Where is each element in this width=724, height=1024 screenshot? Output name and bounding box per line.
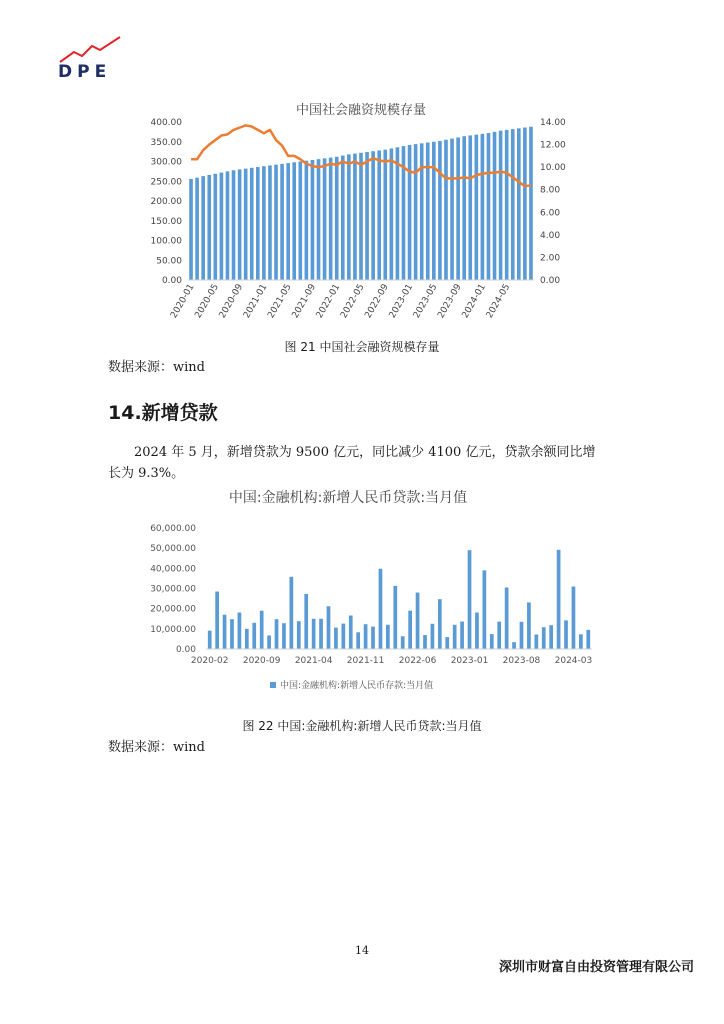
bar [207, 175, 211, 280]
company-name: 深圳市财富自由投资管理有限公司 [498, 960, 694, 975]
bar [341, 624, 345, 649]
bar [511, 129, 515, 280]
bar [232, 170, 236, 280]
bar [250, 168, 254, 280]
bar [438, 599, 442, 649]
bar [349, 616, 353, 649]
x-axis-tick: 2024-03 [554, 656, 593, 666]
bar [468, 550, 472, 649]
right-axis-tick: 6.00 [540, 208, 561, 219]
bar [341, 156, 345, 280]
bar [423, 635, 427, 649]
bar [244, 169, 248, 280]
figure22-caption: 图 22 中国:金融机构:新增人民币贷款:当月值 [242, 719, 482, 733]
bar [215, 592, 219, 649]
bar [201, 176, 205, 280]
bar [499, 131, 503, 280]
bar [223, 615, 227, 649]
bar [213, 174, 217, 280]
bar [557, 550, 561, 649]
bar [371, 627, 375, 649]
bar [456, 137, 460, 280]
bar [347, 154, 351, 280]
bar [444, 140, 448, 280]
bar [393, 586, 397, 649]
bar [481, 134, 485, 280]
x-axis-tick: 2021-04 [294, 656, 333, 666]
bar [245, 629, 249, 649]
bar [356, 632, 360, 649]
bar [450, 139, 454, 280]
bar [189, 179, 193, 280]
bar [390, 148, 394, 280]
bar [195, 178, 199, 280]
x-axis-tick: 2023-05 [411, 282, 440, 321]
bar [220, 173, 224, 280]
left-axis-tick: 50.00 [156, 256, 182, 267]
y-axis-tick: 50,000.00 [150, 544, 196, 555]
bar [542, 627, 546, 649]
bar [319, 619, 323, 649]
bar [579, 634, 583, 649]
chart1-title: 中国社会融资规模存量 [295, 103, 427, 118]
bar [286, 163, 290, 280]
x-axis-tick: 2021-05 [266, 282, 294, 321]
x-axis-tick: 2022-05 [339, 282, 367, 321]
bar [365, 152, 369, 280]
bar [420, 143, 424, 280]
bar [262, 166, 266, 280]
bar [226, 171, 230, 280]
chart2-title: 中国:金融机构:新增人民币贷款:当月值 [228, 490, 468, 506]
y-axis-tick: 60,000.00 [150, 524, 196, 534]
bar [416, 593, 420, 649]
bar [305, 161, 309, 280]
x-axis-tick: 2023-01 [450, 656, 489, 666]
y-axis-tick: 10,000.00 [150, 624, 196, 635]
bar [364, 624, 368, 649]
bar [359, 153, 363, 280]
x-axis-tick: 2023-09 [436, 282, 464, 321]
left-axis-tick: 100.00 [150, 236, 182, 247]
bar [475, 135, 479, 280]
bar [238, 613, 242, 650]
bar [268, 165, 272, 280]
bar [267, 635, 271, 649]
bar [462, 136, 466, 280]
x-axis-tick: 2024-01 [460, 282, 488, 321]
bar [426, 143, 430, 280]
left-axis-tick: 400.00 [150, 118, 182, 128]
bar [298, 162, 302, 281]
bar [379, 569, 383, 649]
bar [520, 622, 524, 649]
bar [304, 594, 308, 649]
bar [517, 128, 521, 280]
bar [274, 165, 278, 280]
bar [208, 631, 212, 649]
right-axis-tick: 12.00 [540, 140, 566, 151]
figure21-source: 数据来源：wind [108, 360, 205, 375]
bar [311, 160, 315, 280]
bar [260, 611, 264, 649]
x-axis-tick: 2022-09 [363, 282, 391, 321]
bar [534, 634, 538, 649]
x-axis-tick: 2020-09 [242, 656, 281, 666]
bar [490, 634, 494, 649]
x-axis-tick: 2023-01 [387, 282, 416, 321]
y-axis-tick: 40,000.00 [150, 564, 196, 575]
bar [529, 127, 533, 280]
right-axis-tick: 8.00 [540, 185, 561, 196]
dpe-logo-text: DPE [58, 62, 112, 82]
bar [512, 642, 516, 649]
bar [334, 628, 338, 649]
bar [327, 606, 331, 649]
bar [292, 162, 296, 280]
bar [572, 586, 576, 649]
left-axis-tick: 250.00 [150, 177, 182, 188]
y-axis-tick: 30,000.00 [150, 584, 196, 595]
left-axis-tick: 150.00 [150, 216, 182, 227]
bar [323, 158, 327, 280]
bar [408, 611, 412, 649]
bar [297, 621, 301, 649]
right-axis-tick: 2.00 [540, 253, 561, 264]
bar [431, 624, 435, 649]
bar [252, 623, 256, 649]
bar [445, 637, 449, 649]
bar [527, 602, 531, 649]
bar [438, 141, 442, 280]
x-axis-tick: 2020-01 [169, 282, 197, 321]
social-financing-chart [140, 92, 580, 337]
new-loans-chart [140, 478, 600, 700]
x-axis-tick: 2022-06 [398, 656, 437, 666]
y-axis-tick: 20,000.00 [150, 604, 196, 615]
bar [564, 620, 568, 649]
left-axis-tick: 300.00 [150, 157, 182, 168]
bar [414, 144, 418, 280]
legend-label: 中国:金融机构:新增人民币存款:当月值 [280, 681, 434, 691]
figure21-caption: 图 21 中国社会融资规模存量 [284, 340, 440, 354]
chart2-legend [270, 679, 433, 691]
bar [386, 625, 390, 649]
right-axis-tick: 4.00 [540, 230, 561, 241]
legend-swatch [270, 682, 276, 688]
x-axis-tick: 2020-02 [190, 656, 229, 666]
right-axis-tick: 14.00 [540, 118, 566, 128]
bar [505, 130, 509, 280]
bar [487, 133, 491, 280]
bar [256, 167, 260, 280]
x-axis-tick: 2022-01 [314, 282, 343, 321]
bar [317, 159, 321, 280]
bar [377, 150, 381, 280]
bar [497, 622, 501, 649]
bar [586, 630, 590, 649]
bar [280, 164, 284, 280]
section-title: 14.新增贷款 [108, 402, 218, 424]
bar [282, 623, 286, 649]
x-axis-tick: 2020-09 [217, 282, 246, 321]
bar [468, 135, 472, 280]
left-axis-tick: 0.00 [161, 276, 182, 286]
bar [505, 587, 509, 649]
x-axis-tick: 2021-09 [290, 282, 319, 321]
left-axis-tick: 350.00 [150, 137, 182, 148]
figure22-source: 数据来源：wind [108, 740, 205, 755]
bar [290, 577, 294, 649]
bar [371, 151, 375, 280]
bar [432, 142, 436, 280]
left-axis-tick: 200.00 [150, 197, 182, 207]
y-axis-tick: 0.00 [175, 645, 196, 655]
bar [353, 154, 357, 280]
right-axis-tick: 10.00 [540, 163, 566, 174]
section-paragraph: 2024 年 5 月，新增贷款为 9500 亿元，同比减少 4100 亿元，贷款余额同比增长为 9.3%。 [108, 445, 596, 481]
bar [549, 625, 553, 649]
bar [408, 145, 412, 280]
x-axis-tick: 2023-08 [502, 656, 541, 666]
right-axis-tick: 0.00 [540, 276, 561, 286]
bar [275, 619, 279, 649]
bar [475, 613, 479, 650]
bar [401, 636, 405, 649]
x-axis-tick: 2021-01 [242, 282, 270, 321]
bar [230, 619, 234, 649]
bar [460, 622, 464, 649]
page-number: 14 [355, 944, 369, 957]
bar [335, 157, 339, 280]
bar [453, 625, 457, 649]
x-axis-tick: 2021-11 [346, 656, 385, 666]
bar [312, 619, 316, 649]
bar [493, 132, 497, 280]
bar [238, 169, 242, 280]
bar [396, 147, 400, 280]
bar [483, 570, 487, 649]
bar [329, 158, 333, 280]
x-axis-tick: 2020-05 [193, 282, 221, 321]
x-axis-tick: 2024-05 [484, 282, 513, 321]
bar [523, 128, 527, 280]
bar [383, 150, 387, 280]
